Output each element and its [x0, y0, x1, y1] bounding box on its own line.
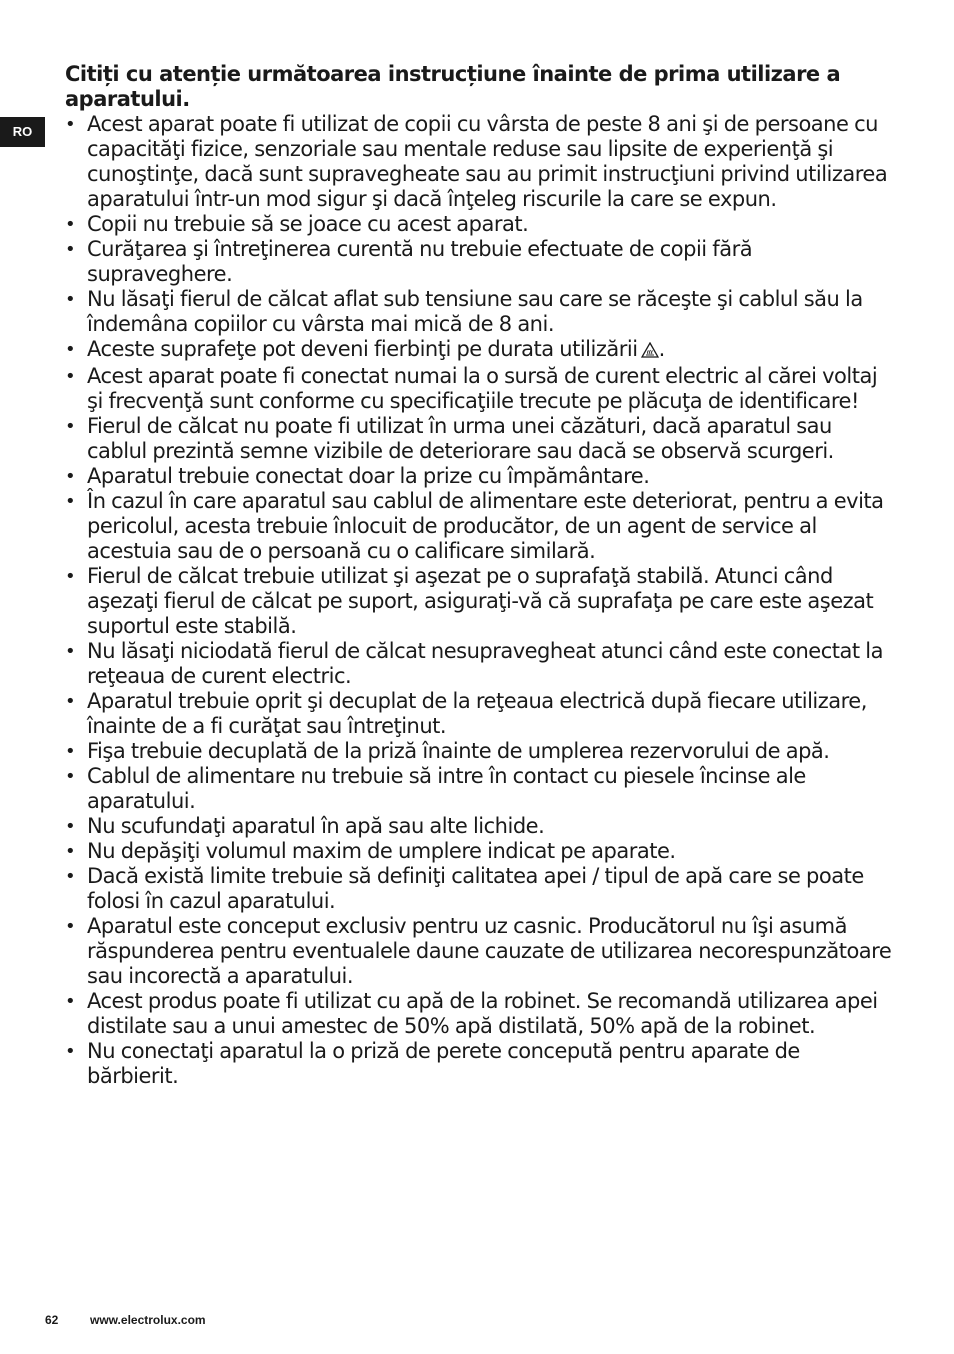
list-item: • Acest aparat poate fi utilizat de copii cu vârsta de peste 8 ani şi de persoane cu capacităţi fizice, senzoriale sau mentale reduse sau lipsite de experienţă şi cunoştinţe, dacă sunt supravegheate sau au primit instrucţiuni privind utilizarea aparatului într-un mod sigur şi dacă înţeleg riscurile la care se expun. [65, 112, 888, 211]
instruction-list [65, 112, 895, 1089]
list-item: • Aparatul este conceput exclusiv pentru uz casnic. Producătorul nu îşi asumă răspunderea pentru eventualele daune cauzate de utilizarea necorespunzătoare sau incorectă a aparatului. [65, 914, 892, 988]
bullet-mark: • [65, 866, 76, 887]
list-item: • Acest aparat poate fi conectat numai la o sursă de curent electric al cărei voltaj şi frecvenţă sunt conforme cu specificaţiile trecute pe plăcuţa de identificare! [65, 364, 878, 413]
page-footer [45, 1313, 206, 1327]
list-item: • Cablul de alimentare nu trebuie să intre în contact cu piesele încinse ale aparatului. [65, 764, 806, 813]
bullet-mark: • [65, 214, 76, 235]
bullet-mark: • [65, 566, 76, 587]
hot-surface-warning-icon [641, 339, 659, 364]
list-item: • Nu lăsaţi fierul de călcat aflat sub tensiune sau care se răceşte şi cablul său la îndemâna copiilor cu vârsta mai mică de 8 ani. [65, 287, 863, 336]
bullet-mark: • [65, 466, 76, 487]
bullet-mark: • [65, 239, 76, 260]
bullet-mark: • [65, 841, 76, 862]
list-item: • Nu scufundaţi aparatul în apă sau alte lichide. [65, 814, 545, 838]
bullet-mark: • [65, 641, 76, 662]
bullet-mark: • [65, 991, 76, 1012]
bullet-mark: • [65, 114, 76, 135]
language-tab: RO [0, 117, 45, 147]
bullet-mark: • [65, 916, 76, 937]
bullet-mark: • [65, 366, 76, 387]
list-item: • Nu conectaţi aparatul la o priză de perete concepută pentru aparate de bărbierit. [65, 1039, 800, 1088]
website-link[interactable]: www.electrolux.com [90, 1313, 206, 1327]
page-number: 62 [45, 1313, 59, 1327]
section-title: Citiți cu atenție următoarea instrucțiune înainte de prima utilizare a aparatului. [65, 62, 841, 111]
list-item: • Aparatul trebuie conectat doar la prize cu împământare. [65, 464, 650, 488]
bullet-mark: • [65, 741, 76, 762]
bullet-mark: • [65, 339, 76, 360]
list-item: • Copii nu trebuie să se joace cu acest aparat. [65, 212, 529, 236]
bullet-mark: • [65, 416, 76, 437]
bullet-mark: • [65, 691, 76, 712]
list-item: • Dacă există limite trebuie să definiţi calitatea apei / tipul de apă care se poate folosi în cazul aparatului. [65, 864, 864, 913]
bullet-mark: • [65, 816, 76, 837]
list-item: • Fierul de călcat nu poate fi utilizat în urma unei căzături, dacă aparatul sau cablul prezintă semne vizibile de deteriorare sau dacă se observă scurgeri. [65, 414, 834, 463]
bullet-mark: • [65, 491, 76, 512]
list-item: • Curăţarea şi întreţinerea curentă nu trebuie efectuate de copii fără supraveghere. [65, 237, 753, 286]
list-item: • Nu lăsaţi niciodată fierul de călcat nesupravegheat atunci când este conectat la reţeaua de curent electric. [65, 639, 883, 688]
bullet-mark: • [65, 289, 76, 310]
safety-instructions [65, 62, 895, 1089]
list-item: • Fişa trebuie decuplată de la priză înainte de umplerea rezervorului de apă. [65, 739, 830, 763]
bullet-mark: • [65, 1041, 76, 1062]
list-item: • Fierul de călcat trebuie utilizat şi aşezat pe o suprafaţă stabilă. Atunci când aşezaţi fierul de călcat pe suport, asiguraţi-vă că suprafaţa pe care este aşezat suportul este stabilă. [65, 564, 874, 638]
list-item: • Acest produs poate fi utilizat cu apă de la robinet. Se recomandă utilizarea apei distilate sau a unui amestec de 50% apă distilată, 50% apă de la robinet. [65, 989, 878, 1038]
list-item: • Aparatul trebuie oprit şi decuplat de la reţeaua electrică după fiecare utilizare, înainte de a fi curăţat sau întreţinut. [65, 689, 867, 738]
list-item: • În cazul în care aparatul sau cablul de alimentare este deteriorat, pentru a evita pericolul, acesta trebuie înlocuit de producător, de un agent de service al acestuia sau de o persoană cu o calificare similară. [65, 489, 884, 563]
list-item: • Aceste suprafeţe pot deveni fierbinţi pe durata utilizării . [65, 337, 895, 364]
list-item: • Nu depăşiţi volumul maxim de umplere indicat pe aparate. [65, 839, 676, 863]
bullet-mark: • [65, 766, 76, 787]
